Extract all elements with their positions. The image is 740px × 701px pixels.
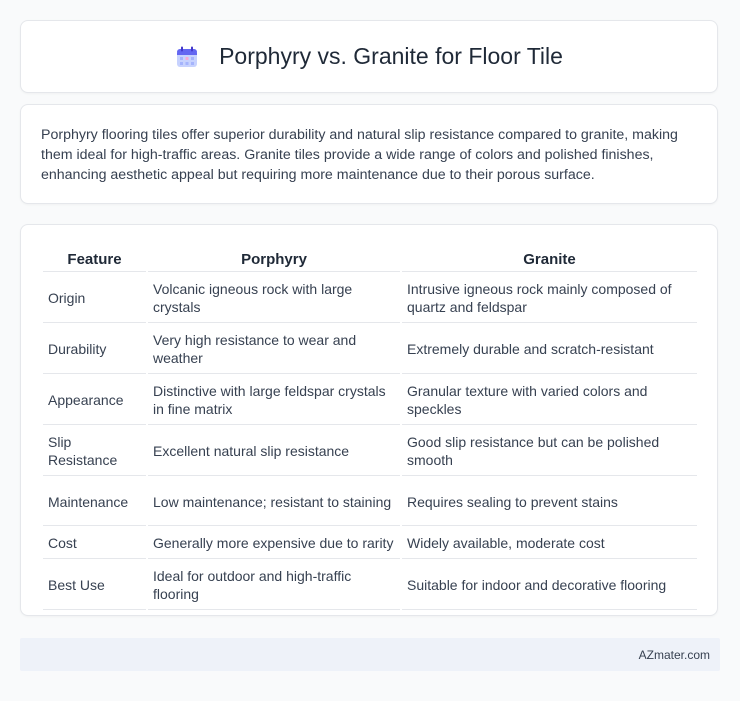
table-row — [43, 427, 697, 476]
intro-text: Porphyry flooring tiles offer superior durability and natural slip resistance compared to granite, making them ideal for high-traffic areas. Granite tiles provide a wide range of colors and polished finishes, enhancing aesthetic appeal but requiring more maintenance due to their porous surface. — [41, 127, 678, 183]
row-porphyry: Volcanic igneous rock with large crystals — [148, 274, 400, 323]
title-card — [20, 20, 718, 93]
row-porphyry: Very high resistance to wear and weather — [148, 325, 400, 374]
calendar-icon — [175, 45, 199, 69]
table-row — [43, 274, 697, 323]
header-porphyry: Porphyry — [148, 247, 400, 272]
table-row — [43, 376, 697, 425]
row-porphyry: Generally more expensive due to rarity — [148, 528, 400, 559]
row-feature: Durability — [43, 325, 146, 374]
row-porphyry: Distinctive with large feldspar crystals in fine matrix — [148, 376, 400, 425]
table-row — [43, 325, 697, 374]
title-row — [175, 43, 563, 70]
row-granite: Extremely durable and scratch-resistant — [402, 325, 697, 374]
row-granite: Widely available, moderate cost — [402, 528, 697, 559]
table-header-row — [43, 247, 697, 272]
comparison-table — [41, 245, 699, 612]
row-granite: Requires sealing to prevent stains — [402, 478, 697, 526]
row-feature: Maintenance — [43, 478, 146, 526]
intro-card — [20, 104, 718, 204]
page-title: Porphyry vs. Granite for Floor Tile — [219, 43, 563, 69]
table-row — [43, 478, 697, 526]
row-feature: Origin — [43, 274, 146, 323]
row-granite: Suitable for indoor and decorative flooring — [402, 561, 697, 610]
row-porphyry: Ideal for outdoor and high-traffic flooring — [148, 561, 400, 610]
row-feature: Best Use — [43, 561, 146, 610]
row-feature: Slip Resistance — [43, 427, 146, 476]
table-row — [43, 561, 697, 610]
row-granite: Good slip resistance but can be polished smooth — [402, 427, 697, 476]
comparison-card — [20, 224, 718, 616]
footer — [20, 638, 720, 671]
row-feature: Appearance — [43, 376, 146, 425]
footer-brand[interactable]: AZmater.com — [638, 647, 710, 662]
table-row — [43, 528, 697, 559]
row-feature: Cost — [43, 528, 146, 559]
row-porphyry: Low maintenance; resistant to staining — [148, 478, 400, 526]
header-feature: Feature — [43, 247, 146, 272]
row-granite: Granular texture with varied colors and speckles — [402, 376, 697, 425]
row-granite: Intrusive igneous rock mainly composed of quartz and feldspar — [402, 274, 697, 323]
row-porphyry: Excellent natural slip resistance — [148, 427, 400, 476]
header-granite: Granite — [402, 247, 697, 272]
